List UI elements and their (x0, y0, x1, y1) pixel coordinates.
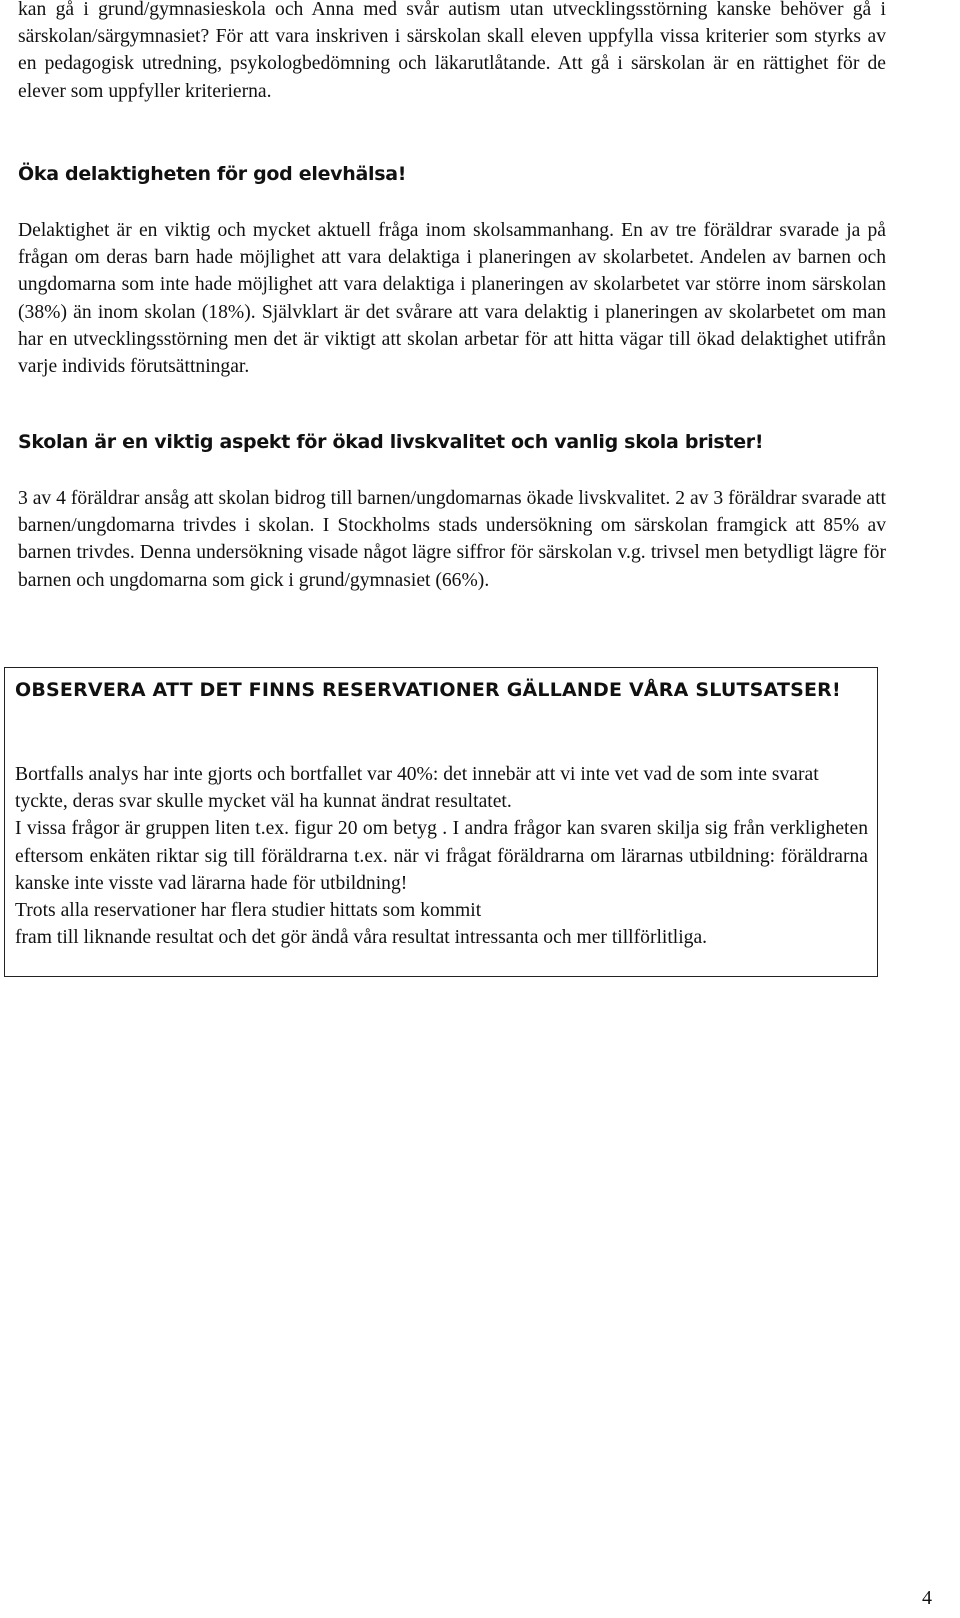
participation-heading: Öka delaktigheten för god elevhälsa! (18, 163, 407, 185)
school-heading: Skolan är en viktig aspekt för ökad livskvalitet och vanlig skola brister! (18, 431, 764, 453)
notice-paragraph-dropout: Bortfalls analys har inte gjorts och bortfallet var 40%: det innebär att vi inte vet vad de som inte svarat tyckte, deras svar skulle mycket väl ha kunnat ändrat resultatet. (15, 764, 819, 813)
notice-paragraph-results: fram till liknande resultat och det gör ändå våra resultat intressanta och mer tillförlitliga. (15, 927, 708, 949)
intro-paragraph: kan gå i grund/gymnasieskola och Anna med svår autism utan utvecklingsstörning kanske behöver gå i särskolan/särgymnasiet? För att vara inskriven i särskolan skall eleven uppfylla vissa kriterier som styrks av en pedagogisk utredning, psykologbedömning och läkarutlåtande. Att gå i särskolan är en rättighet för de elever som uppfyller kriterierna. (18, 0, 886, 102)
reservations-notice-box (4, 667, 878, 977)
participation-paragraph: Delaktighet är en viktig och mycket aktuell fråga inom skolsammanhang. En av tre föräldrar svarade ja på frågan om deras barn hade möjlighet att vara delaktiga i planeringen av skolarbetet. Andelen av barnen och ungdomarna som inte hade möjlighet att vara delaktiga i planeringen av skolarbetet var större inom särskolan (38%) än inom skolan (18%). Självklart är det svårare att vara delaktig i planeringen av skolarbetet om man har en utvecklingsstörning men det är viktigt att skolan arbetar för att hitta vägar till ökad delaktighet utifrån varje individs förutsättningar. (18, 220, 886, 378)
quality-of-life-paragraph: 3 av 4 föräldrar ansåg att skolan bidrog till barnen/ungdomarnas ökade livskvalitet. 2 av 3 föräldrar svarade att barnen/ungdomarna trivdes i skolan. I Stockholms stads undersökning om särskolan framgick att 85% av barnen trivdes. Denna undersökning visade något lägre siffror för särskolan v.g. trivsel men betydligt lägre för barnen och ungdomarna som gick i grund/gymnasiet (66%). (18, 488, 886, 591)
notice-body (15, 761, 868, 951)
notice-paragraph-studies: Trots alla reservationer har flera studier hittats som kommit (15, 900, 482, 922)
notice-heading: OBSERVERA ATT DET FINNS RESERVATIONER GÄLLANDE VÅRA SLUTSATSER! (15, 679, 841, 701)
page-number: 4 (922, 1587, 932, 1609)
notice-paragraph-small-groups: I vissa frågor är gruppen liten t.ex. figur 20 om betyg . I andra frågor kan svaren skilja sig från verkligheten eftersom enkäten riktar sig till föräldrarna t.ex. när vi frågat föräldrarna om lärarnas utbildning: föräldrarna kanske inte visste vad lärarna hade för utbildning! (15, 818, 868, 894)
